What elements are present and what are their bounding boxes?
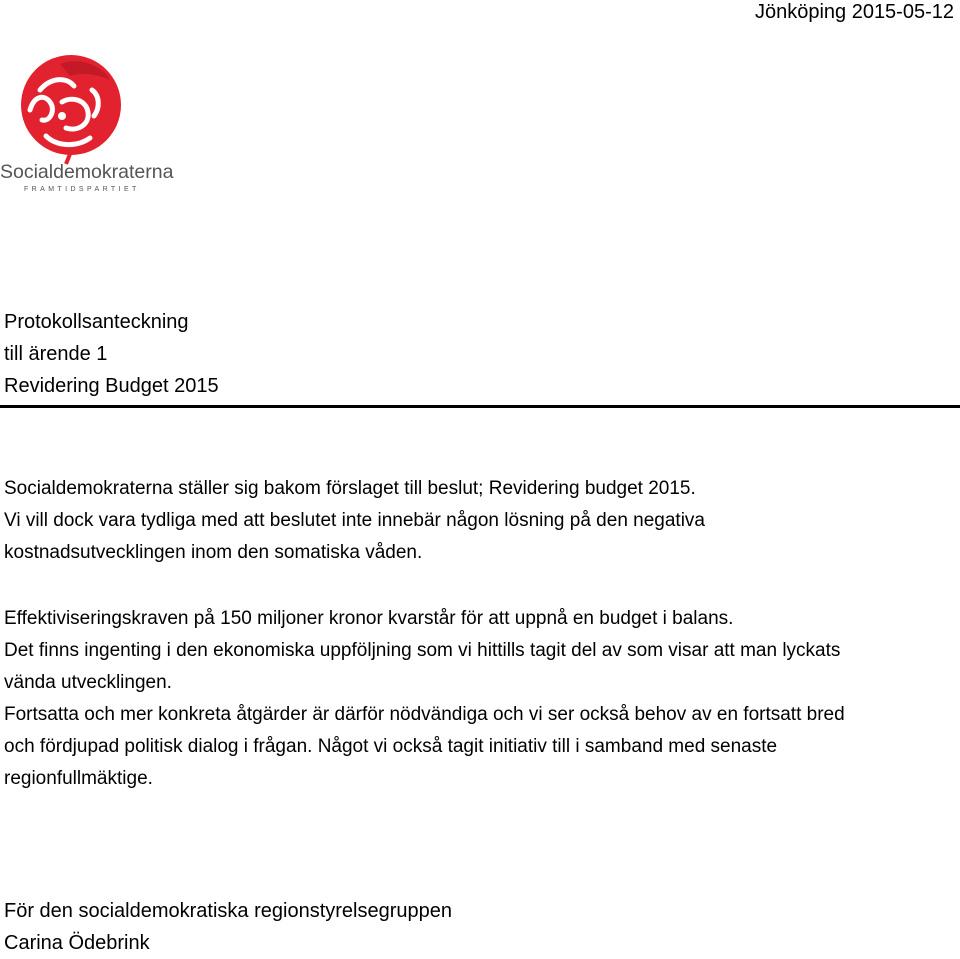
- paragraph-2-line-3: vända utvecklingen.: [4, 672, 172, 693]
- paragraph-1-line-2: Vi vill dock vara tydliga med att beslutet inte innebär någon lösning på den negativa: [4, 510, 705, 531]
- body-paragraph-1: [4, 473, 705, 569]
- document-date: Jönköping 2015-05-12: [754, 1, 954, 23]
- paragraph-2-line-2: Det finns ingenting i den ekonomiska uppföljning som vi hittills tagit del av som visar att man lyckats: [4, 640, 841, 661]
- svg-text:FRAMTIDSPARTIET: FRAMTIDSPARTIET: [24, 186, 140, 193]
- document-heading: [4, 306, 219, 402]
- signature-name: Carina Ödebrink: [4, 932, 150, 954]
- heading-line-1: Protokollsanteckning: [4, 311, 189, 333]
- svg-text:Socialdemokraterna: Socialdemokraterna: [0, 161, 174, 183]
- rose-logo-icon: [0, 50, 174, 195]
- socialdemokraterna-logo: [0, 50, 174, 195]
- paragraph-1-line-1: Socialdemokraterna ställer sig bakom förslaget till beslut; Revidering budget 2015.: [4, 478, 696, 499]
- heading-line-2: till ärende 1: [4, 343, 108, 365]
- paragraph-2-line-6: regionfullmäktige.: [4, 768, 153, 789]
- heading-line-3: Revidering Budget 2015: [4, 375, 219, 397]
- signature-block: [4, 895, 452, 959]
- paragraph-2-line-5: och fördjupad politisk dialog i frågan. Något vi också tagit initiativ till i samband med senaste: [4, 736, 778, 757]
- heading-divider: [0, 405, 960, 408]
- paragraph-2-line-1: Effektiviseringskraven på 150 miljoner kronor kvarstår för att uppnå en budget i balans.: [4, 608, 734, 629]
- signature-group: För den socialdemokratiska regionstyrelsegruppen: [4, 900, 453, 922]
- paragraph-2-line-4: Fortsatta och mer konkreta åtgärder är därför nödvändiga och vi ser också behov av en fortsatt bred: [4, 704, 845, 725]
- paragraph-1-line-3: kostnadsutvecklingen inom den somatiska våden.: [4, 542, 423, 563]
- body-paragraph-2: [4, 603, 845, 795]
